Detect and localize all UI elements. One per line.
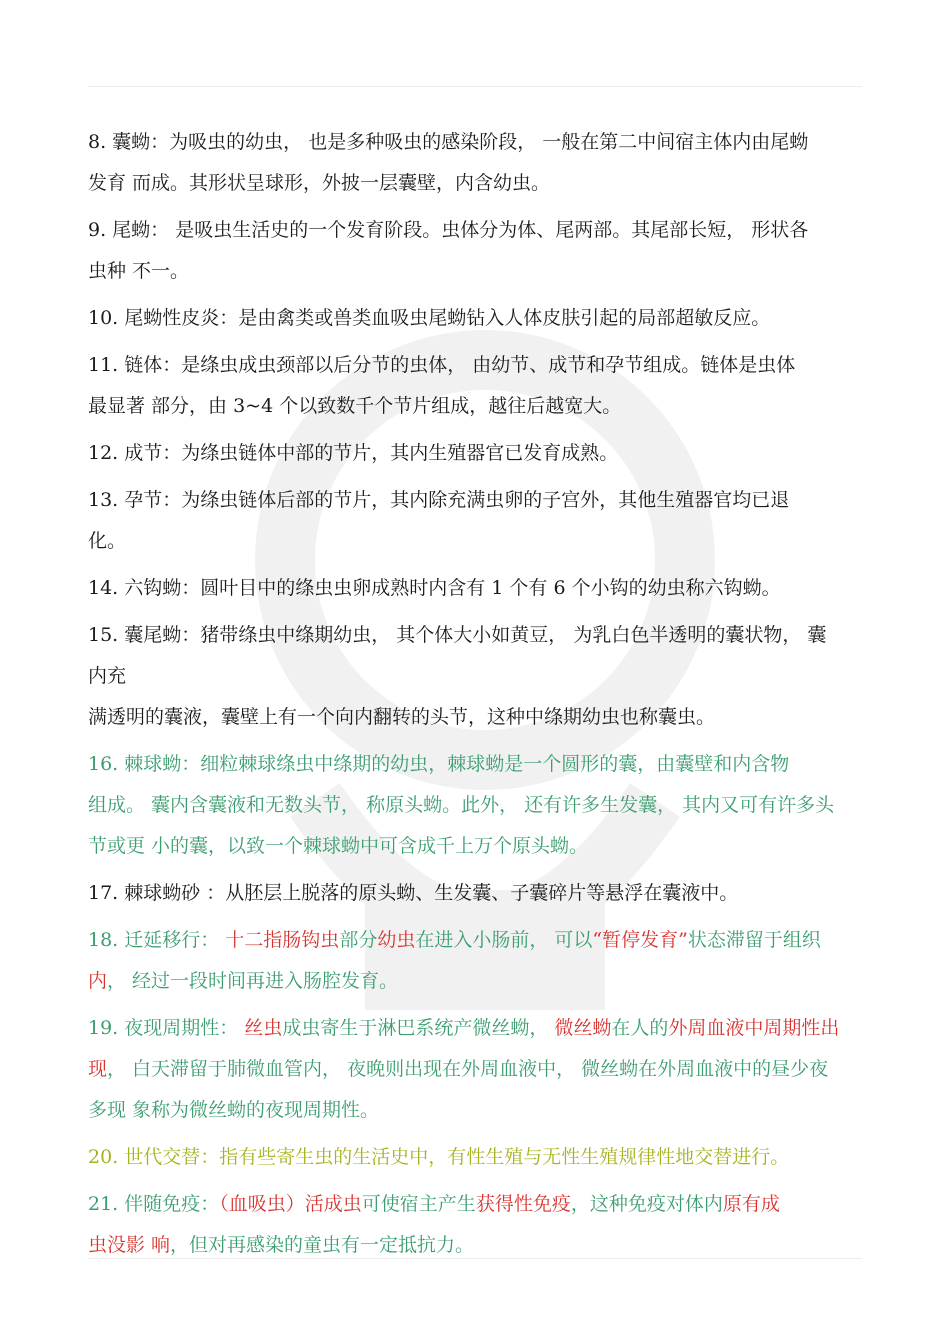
text-segment: 虫种 不一。 <box>88 260 190 282</box>
text-segment: 多现 象称为微丝蚴的夜现周期性。 <box>88 1099 380 1121</box>
definition-item <box>88 210 864 292</box>
text-line <box>88 345 864 386</box>
text-segment: 外周血液中周期性出 <box>668 1017 840 1039</box>
definition-item <box>88 873 864 914</box>
definition-item <box>88 1137 864 1178</box>
definition-item <box>88 298 864 339</box>
definition-item <box>88 568 864 609</box>
text-line <box>88 656 864 697</box>
text-line <box>88 1090 864 1131</box>
text-line <box>88 568 864 609</box>
definition-item <box>88 122 864 204</box>
text-segment: 8. 囊蚴：为吸虫的幼虫， 也是多种吸虫的感染阶段， 一般在第二中间宿主体内由尾蚴 <box>88 131 809 153</box>
text-segment: ， 白天滞留于肺微血管内， 夜晚则出现在外周血液中， 微丝蚴在外周血液中的昼少夜 <box>107 1058 829 1080</box>
text-segment: “暂停发育” <box>592 929 688 951</box>
text-line <box>88 1008 864 1049</box>
text-line <box>88 873 864 914</box>
text-segment: 17. 棘球蚴砂 ：从胚层上脱落的原头蚴、生发囊、子囊碎片等悬浮在囊液中。 <box>88 882 739 904</box>
text-line <box>88 210 864 251</box>
text-segment: ， 经过一段时间再进入肠腔发育。 <box>107 970 399 992</box>
text-line <box>88 826 864 867</box>
definition-item <box>88 615 864 738</box>
text-line <box>88 122 864 163</box>
text-segment: 20. 世代交替：指有些寄生虫的生活史中，有性生殖与无性生殖规律性地交替进行。 <box>88 1146 790 1168</box>
text-line <box>88 1049 864 1090</box>
text-segment: 最显著 部分，由 3~4 个以致数千个节片组成，越往后越宽大。 <box>88 395 622 417</box>
text-segment: 在进入小肠前， 可以 <box>415 929 593 951</box>
text-line <box>88 521 864 562</box>
text-segment: 原有成 <box>722 1193 780 1215</box>
text-segment: 获得性免疫 <box>475 1193 571 1215</box>
definition-item <box>88 480 864 562</box>
definition-item <box>88 1184 864 1266</box>
text-segment: 9. 尾蚴： 是吸虫生活史的一个发育阶段。虫体分为体、尾两部。其尾部长短， 形状各 <box>88 219 809 241</box>
text-line <box>88 480 864 521</box>
text-segment: 内充 <box>88 665 127 687</box>
text-line <box>88 1137 864 1178</box>
text-segment: 现 <box>88 1058 108 1080</box>
text-line <box>88 433 864 474</box>
text-segment: 部分 <box>339 929 378 951</box>
text-segment: 化。 <box>88 530 127 552</box>
text-segment: 十二指肠钩虫 <box>225 929 340 951</box>
text-segment: 丝虫 <box>244 1017 283 1039</box>
text-segment: 13. 孕节：为绦虫链体后部的节片，其内除充满虫卵的子宫外，其他生殖器官均已退 <box>88 489 790 511</box>
text-line <box>88 920 864 961</box>
text-segment: 12. 成节：为绦虫链体中部的节片，其内生殖器官已发育成熟。 <box>88 442 619 464</box>
definition-item <box>88 744 864 867</box>
text-segment: 成虫寄生于淋巴系统产微丝蚴， <box>282 1017 555 1039</box>
document-body <box>88 122 864 1272</box>
text-segment: 幼虫 <box>377 929 416 951</box>
text-line <box>88 785 864 826</box>
text-segment: 19. 夜现周期性： <box>88 1017 245 1039</box>
text-segment: 内 <box>88 970 108 992</box>
text-line <box>88 298 864 339</box>
text-segment: 满透明的囊液，囊壁上有一个向内翻转的头节，这种中绦期幼虫也称囊虫。 <box>88 706 716 728</box>
text-segment: 节或更 小的囊，以致一个棘球蚴中可含成千上万个原头蚴。 <box>88 835 589 857</box>
text-segment: 组成。 囊内含囊液和无数头节， 称原头蚴。此外， 还有许多生发囊， 其内又可有许多头 <box>88 794 835 816</box>
text-segment: 在人的 <box>611 1017 669 1039</box>
text-segment: 微丝蚴 <box>554 1017 612 1039</box>
text-segment: 15. 囊尾蚴：猪带绦虫中绦期幼虫， 其个体大小如黄豆， 为乳白色半透明的囊状物， 囊 <box>88 624 827 646</box>
text-line <box>88 1225 864 1266</box>
text-line <box>88 251 864 292</box>
text-segment: 状态滞留于组织 <box>687 929 821 951</box>
text-line <box>88 744 864 785</box>
footer-rule <box>88 1258 862 1259</box>
text-line <box>88 1184 864 1225</box>
text-segment: ，但对再感染的童虫有一定抵抗力。 <box>170 1234 475 1256</box>
text-line <box>88 386 864 427</box>
definition-item <box>88 433 864 474</box>
text-line <box>88 615 864 656</box>
text-segment: 虫没影 响 <box>88 1234 171 1256</box>
text-segment: 14. 六钩蚴：圆叶目中的绦虫虫卵成熟时内含有 1 个有 6 个小钩的幼虫称六钩蚴。 <box>88 577 781 599</box>
header-rule <box>88 86 862 87</box>
text-line <box>88 697 864 738</box>
text-segment: （血吸虫） <box>219 1193 305 1215</box>
text-segment: 发育 而成。其形状呈球形，外披一层囊壁，内含幼虫。 <box>88 172 551 194</box>
definition-item <box>88 920 864 1002</box>
text-segment: 活成虫 <box>304 1193 362 1215</box>
text-segment: 21. 伴随免疫： <box>88 1193 220 1215</box>
definition-item <box>88 345 864 427</box>
text-line <box>88 163 864 204</box>
text-segment: 可使宿主产生 <box>361 1193 476 1215</box>
text-line <box>88 961 864 1002</box>
text-segment: 16. 棘球蚴：细粒棘球绦虫中绦期的幼虫，棘球蚴是一个圆形的囊，由囊壁和内含物 <box>88 753 790 775</box>
definition-item <box>88 1008 864 1131</box>
text-segment: 18. 迁延移行： <box>88 929 226 951</box>
text-segment: ，这种免疫对体内 <box>570 1193 723 1215</box>
text-segment: 11. 链体：是绦虫成虫颈部以后分节的虫体， 由幼节、成节和孕节组成。链体是虫体 <box>88 354 796 376</box>
text-segment: 10. 尾蚴性皮炎：是由禽类或兽类血吸虫尾蚴钻入人体皮肤引起的局部超敏反应。 <box>88 307 771 329</box>
